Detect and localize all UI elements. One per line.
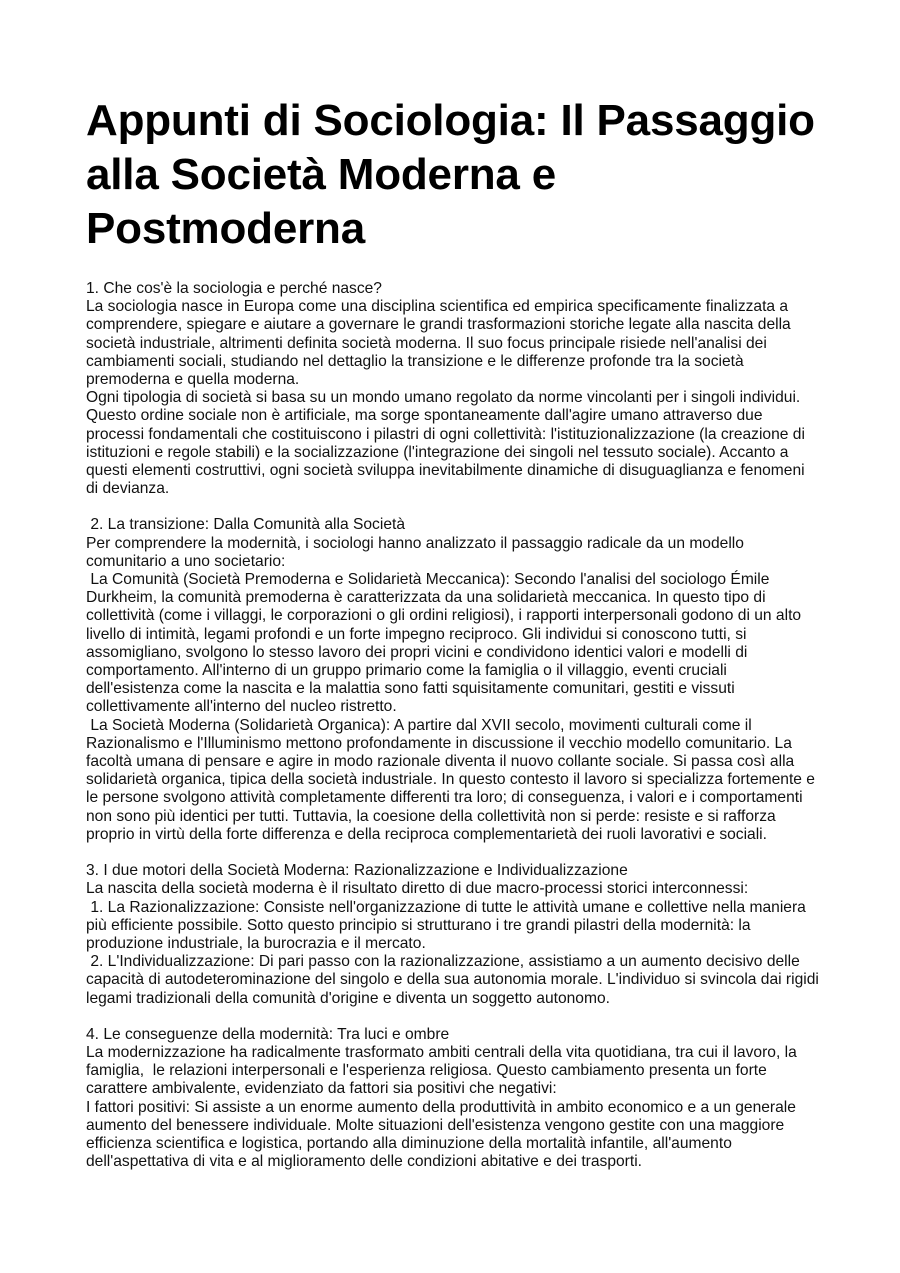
section-heading: 4. Le conseguenze della modernità: Tra luci e ombre	[86, 1025, 450, 1043]
section-heading: 3. I due motori della Società Moderna: Razionalizzazione e Individualizzazione	[86, 862, 628, 880]
paragraph: Per comprendere la modernità, i sociologi hanno analizzato il passaggio radicale da un modello comunitario a uno societario:	[86, 534, 749, 570]
section-two-engines	[86, 862, 824, 1008]
paragraph: La Società Moderna (Solidarietà Organica): A partire dal XVII secolo, movimenti culturali come il Razionalismo e l'Illuminismo mettono profondamente in discussione il vecchio modello comunitario. La facoltà umana di pensare e agire in modo razionale diventa il nuovo collante sociale. Si passa così alla solidarietà organica, tipica della società industriale. In questo contesto il lavoro si specializza fortemente e le persone svolgono attività completamente differenti tra loro; di conseguenza, i valori e i comportamenti non sono più identici per tutti. Tuttavia, la coesione della collettività non si perde: resiste e si rafforza proprio in virtù della forte differenza e della reciproca complementarietà dei ruoli lavorativi e sociali.	[86, 716, 820, 843]
paragraph: La modernizzazione ha radicalmente trasformato ambiti centrali della vita quotidiana, tra cui il lavoro, la famiglia, le relazioni interpersonali e l'esperienza religiosa. Questo cambiamento presenta un forte carattere ambivalente, evidenziato da fattori sia positivi che negativi:	[86, 1043, 802, 1098]
section-heading: 1. Che cos'è la sociologia e perché nasce?	[86, 280, 382, 297]
paragraph: La sociologia nasce in Europa come una disciplina scientifica ed empirica specificamente finalizzata a comprendere, spiegare e aiutare a governare le grandi trasformazioni storiche legate alla nascita della società industriale, altrimenti definita società moderna. Il suo focus principale risiede nell'analisi dei cambiamenti sociali, studiando nel dettaglio la transizione e le differenze profonde tra la società premoderna e quella moderna.	[86, 298, 796, 389]
section-transition	[86, 516, 821, 844]
list-item: 2. L'Individualizzazione: Di pari passo con la razionalizzazione, assistiamo a un aumento decisivo delle capacità di autodeterominazione del singolo e della sua autonomia morale. L'individuo si svincola dai rigidi legami tradizionali della comunità d'origine e diventa un soggetto autonomo.	[86, 953, 824, 1007]
section-consequences	[86, 1026, 821, 1172]
paragraph: La Comunità (Società Premoderna e Solidarietà Meccanica): Secondo l'analisi del sociologo Émile Durkheim, la comunità premoderna è caratterizzata da una solidarietà meccanica. In questo tipo di collettività (come i villaggi, le corporazioni o gli ordini religiosi), i rapporti interpersonali godono di un alto livello di intimità, legami profondi e un forte impegno reciproco. Gli individui si conoscono tutti, si assomigliano, svolgono lo stesso lavoro dei propri vicini e condividono identici valori e modelli di comportamento. All'interno di un gruppo primario come la famiglia o il villaggio, eventi cruciali dell'esistenza come la nascita e la malattia sono fatti squisitamente comunitari, gestiti e vissuti collettivamente all'interno del nucleo ristretto.	[86, 571, 806, 716]
section-what-is-sociology	[86, 280, 821, 498]
document-page	[86, 94, 824, 1189]
paragraph: I fattori positivi: Si assiste a un enorme aumento della produttività in ambito economico e a un generale aumento del benessere individuale. Molte situazioni dell'esistenza vengono gestite con una maggiore efficienza scientifica e logistica, portando alla diminuzione della mortalità infantile, all'aumento dell'aspettativa di vita e al miglioramento delle condizioni abitative e dei trasporti.	[86, 1098, 801, 1171]
paragraph: Ogni tipologia di società si basa su un mondo umano regolato da norme vincolanti per i singoli individui. Questo ordine sociale non è artificiale, ma sorge spontaneamente dall'agire umano attraverso due processi fondamentali che costituiscono i pilastri di ogni collettività: l'istituzionalizzazione (la creazione di istituzioni e regole stabili) e la socializzazione (l'integrazione dei singoli nel tessuto sociale). Accanto a questi elementi costruttivi, ogni società sviluppa inevitabilmente dinamiche di disuguaglianza e fenomeni di devianza.	[86, 389, 810, 498]
list-item: 1. La Razionalizzazione: Consiste nell'organizzazione di tutte le attività umane e collettive nella maniera più efficiente possibile. Sotto questo principio si strutturano i tre grandi pilastri della modernità: la produzione industriale, la burocrazia e il mercato.	[86, 898, 811, 952]
section-heading: 2. La transizione: Dalla Comunità alla Società	[86, 516, 405, 534]
paragraph: La nascita della società moderna è il risultato diretto di due macro-processi storici interconnessi:	[86, 880, 749, 898]
document-title: Appunti di Sociologia: Il Passaggio alla Società Moderna e Postmoderna	[86, 96, 815, 253]
